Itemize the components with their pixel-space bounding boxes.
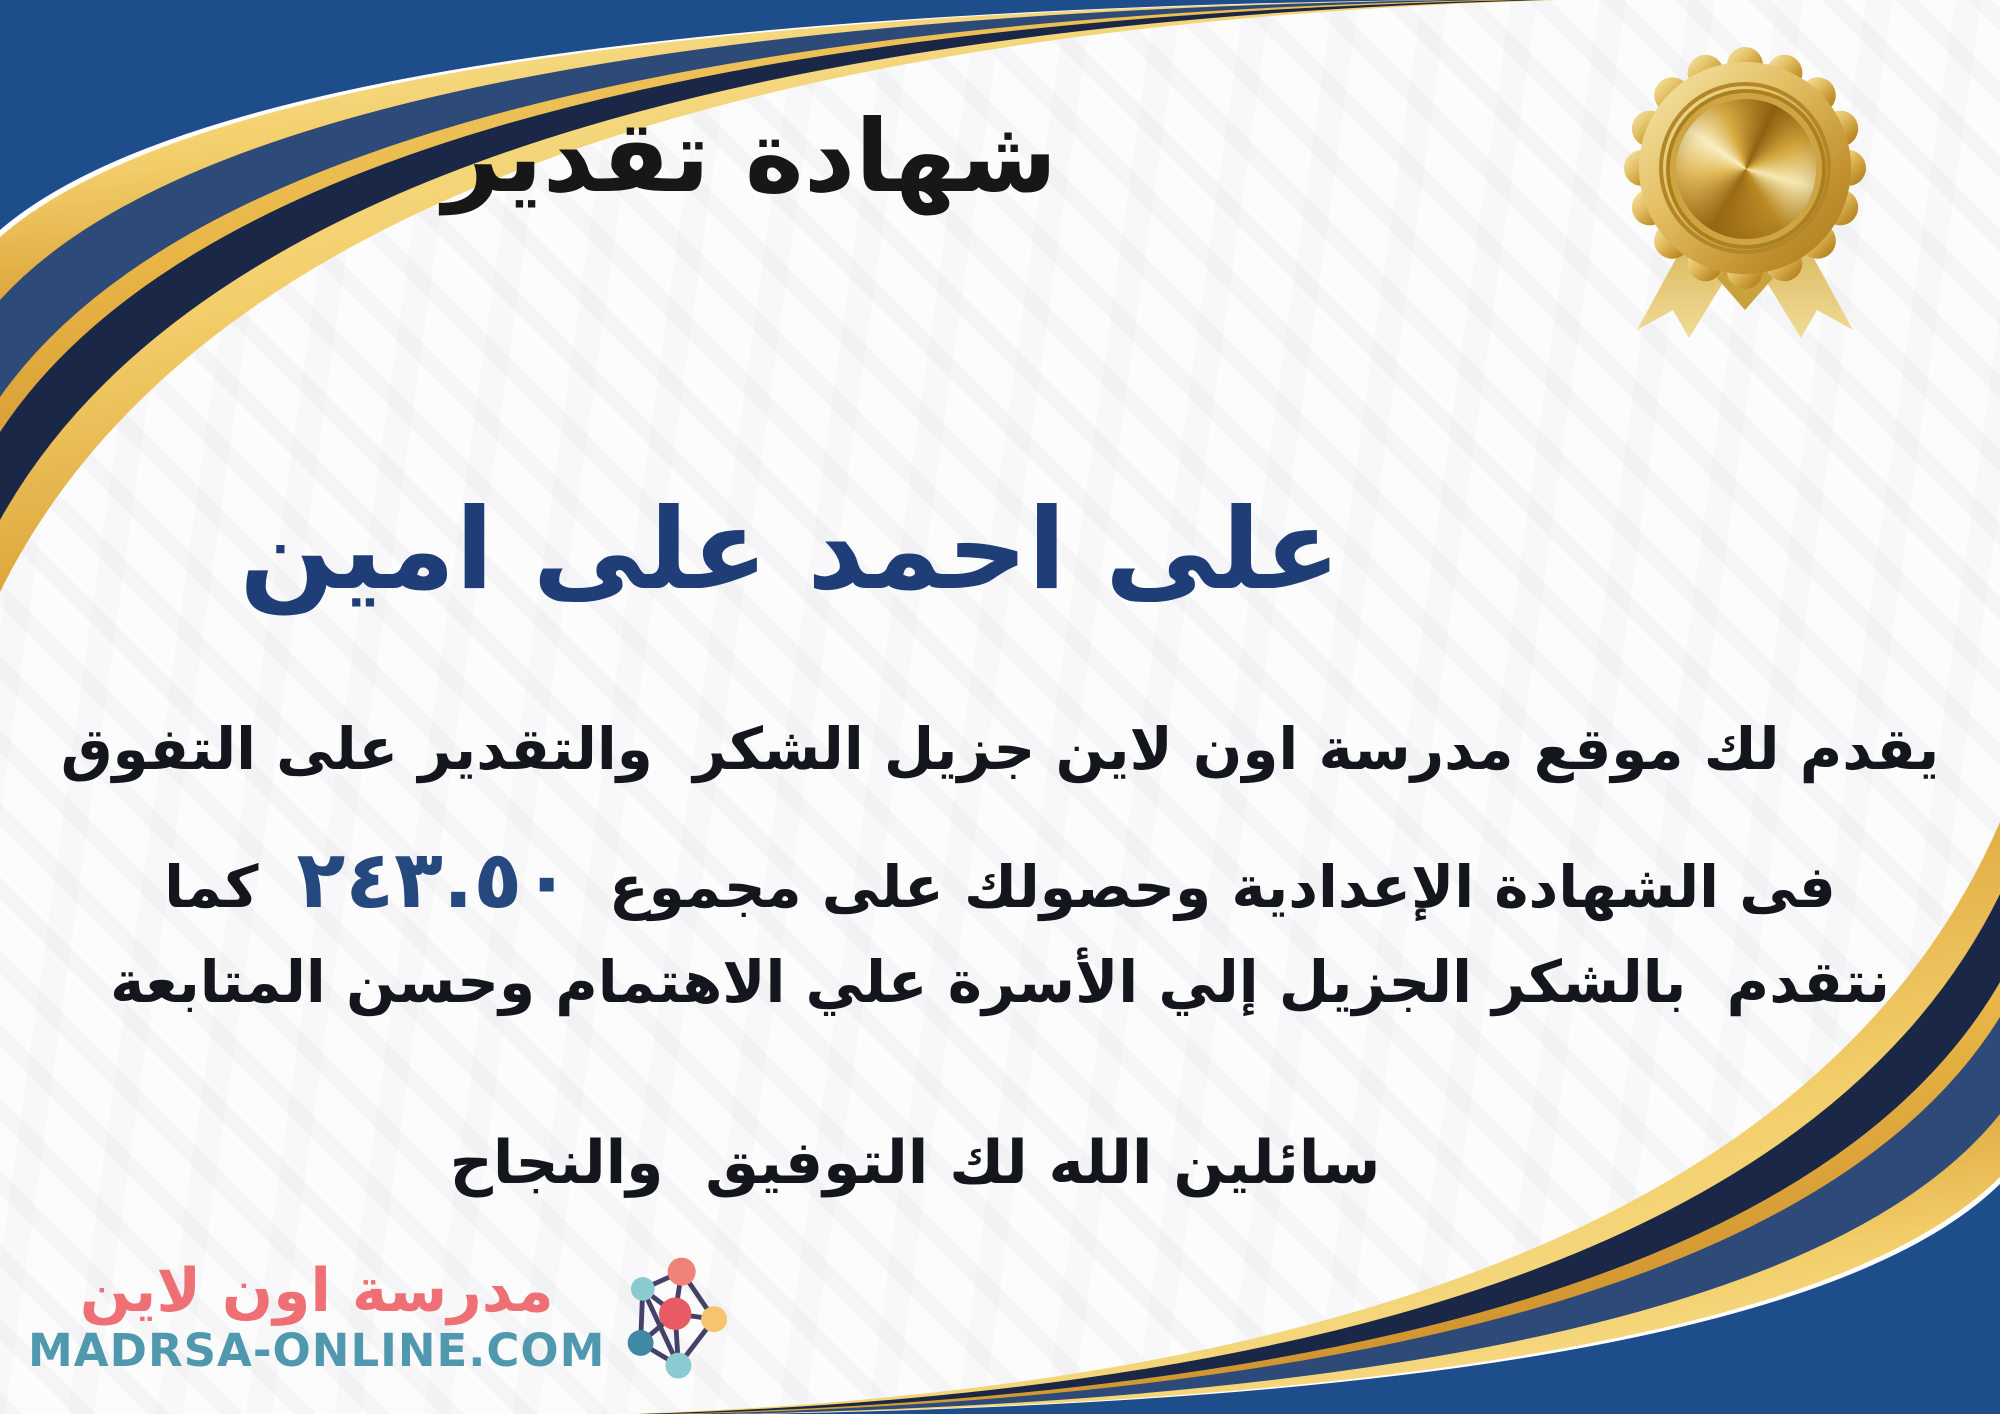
site-logo-texts <box>28 1258 605 1376</box>
student-name: على احمد على امين <box>239 485 1341 615</box>
site-url: MADRSA-ONLINE.COM <box>28 1324 606 1378</box>
certificate-title: شهادة تقدير <box>442 98 1058 215</box>
closing-blessing: سائلين الله لك التوفيق والنجاح <box>449 1128 1381 1198</box>
site-logo <box>28 1252 727 1382</box>
score-value: ٢٤٣.٥٠ <box>296 833 572 926</box>
appreciation-text-line-3: نتقدم بالشكر الجزيل إلي الأسرة علي الاهتمام وحسن المتابعة <box>110 948 1890 1016</box>
line2-before-score: فى الشهادة الإعدادية وحصولك على مجموع <box>609 853 1836 921</box>
network-graph-icon <box>619 1252 727 1382</box>
line2-after-score: كما <box>164 853 259 921</box>
medal-face-shine <box>1670 93 1822 245</box>
appreciation-text-line-1: يقدم لك موقع مدرسة اون لاين جزيل الشكر والتقدير على التفوق <box>60 715 1940 783</box>
appreciation-text-line-2 <box>40 818 1960 942</box>
site-name-arabic: مدرسة اون لاين <box>79 1256 554 1327</box>
